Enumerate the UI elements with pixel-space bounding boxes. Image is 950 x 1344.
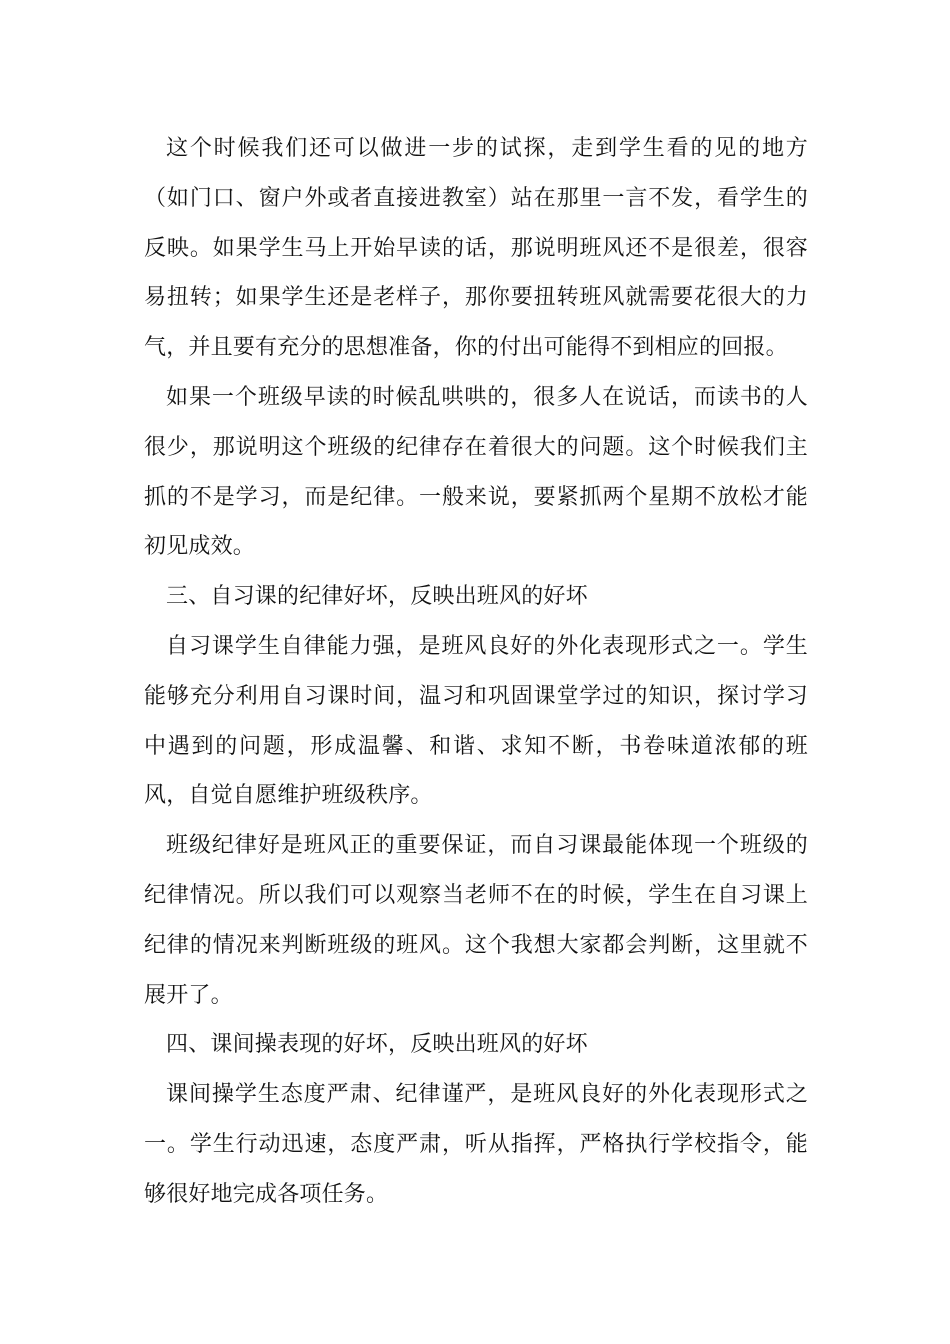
section-heading-self-study: 三、自习课的纪律好坏，反映出班风的好坏 xyxy=(166,584,588,610)
paragraph-self-study-observation: 班级纪律好是班风正的重要保证，而自习课最能体现一个班级的纪律情况。所以我们可以观察当老师不在的时候，学生在自习课上纪律的情况来判断班级的班风。这个我想大家都会判断，这里就不展开了。 xyxy=(144,833,808,1008)
paragraph-morning-reading-discipline: 如果一个班级早读的时候乱哄哄的，很多人在说话，而读书的人很少，那说明这个班级的纪律存在着很大的问题。这个时候我们主抓的不是学习，而是纪律。一般来说，要紧抓两个星期不放松才能初见成效。 xyxy=(144,384,808,560)
document-body xyxy=(144,124,808,1220)
paragraph-morning-reading-test: 这个时候我们还可以做进一步的试探，走到学生看的见的地方（如门口、窗户外或者直接进教室）站在那里一言不发，看学生的反映。如果学生马上开始早读的话，那说明班风还不是很差，很容易扭转；如果学生还是老样子，那你要扭转班风就需要花很大的力气，并且要有充分的思想准备，你的付出可能得不到相应的回报。 xyxy=(144,136,808,361)
section-heading-break-exercise: 四、课间操表现的好坏，反映出班风的好坏 xyxy=(166,1032,588,1058)
paragraph-self-study-self-discipline: 自习课学生自律能力强，是班风良好的外化表现形式之一。学生能够充分利用自习课时间，温习和巩固课堂学过的知识，探讨学习中遇到的问题，形成温馨、和谐、求知不断，书卷味道浓郁的班风，自觉自愿维护班级秩序。 xyxy=(144,633,808,809)
paragraph-break-exercise: 课间操学生态度严肃、纪律谨严，是班风良好的外化表现形式之一。学生行动迅速，态度严肃，听从指挥，严格执行学校指令，能够很好地完成各项任务。 xyxy=(144,1082,808,1207)
